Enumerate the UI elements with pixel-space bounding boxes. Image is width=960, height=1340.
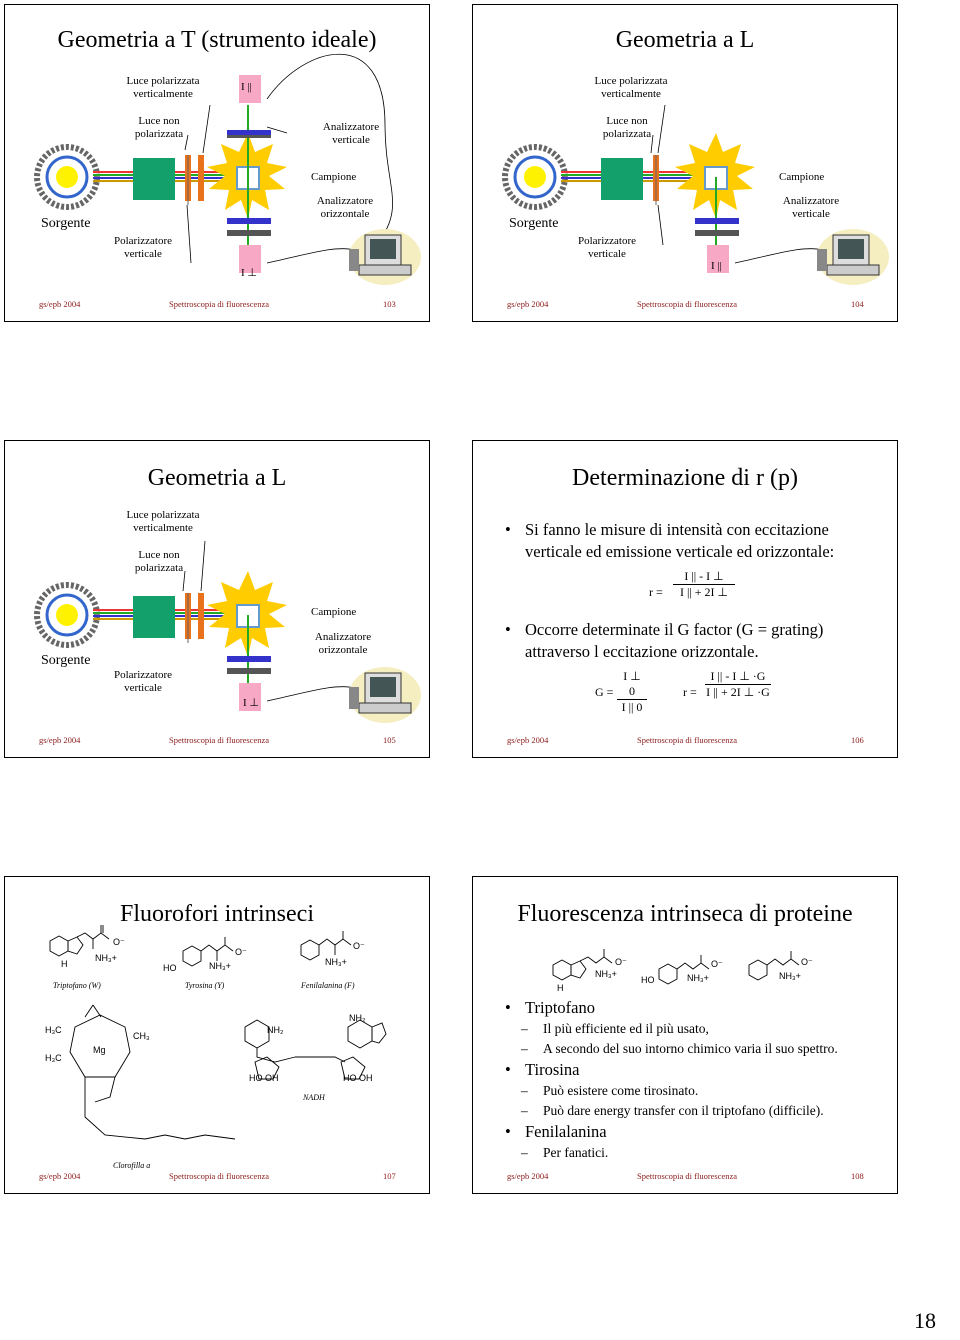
caption-tyrosina: Tyrosina (Y): [185, 981, 225, 990]
slide-footer: [5, 299, 429, 311]
footer-center: Spettroscopia di fluorescenza: [637, 299, 738, 309]
footer-number: 104: [851, 299, 864, 309]
label-campione: Campione: [311, 606, 357, 618]
label-analizzatore-orizzontale: Analizzatore orizzontale: [314, 631, 372, 656]
slide-title: Geometria a L: [615, 27, 755, 53]
label-analizzatore-verticale: Analizzatore verticale: [322, 121, 380, 146]
slide-107: Fluorofori intrinseci NH₃+ H O⁻ HO NH₃+ O⁻ NH₃+ O⁻ H₃C H₃C Mg CH₃ NH₂ NH₂ HO OH HO OH Triptofano (W) Tyrosina (Y) Fenilalanina (F) Clorofilla a NADH gs/epb 2004 Spettroscopia di fluorescenza 107: [4, 876, 430, 1194]
label-polarizzatore: Polarizzatore verticale: [113, 235, 173, 260]
label-luce-non-polarizzata: Luce non polarizzata: [134, 115, 184, 140]
r-numerator: I || - I ⊥: [673, 569, 735, 585]
slide-title: Geometria a T (strumento ideale): [57, 27, 377, 53]
slide-108: Fluorescenza intrinseca di proteine NH₃+ H O⁻ HO NH₃+ O⁻ NH₃+ O⁻ • Triptofano – Il più efficiente ed il più usato, – A secondo del suo intorno chimico varia il suo spettro. • Tirosina – Può esistere come tirosinato. – Può dare energy transfer con il triptofano (difficile). • Fenilalanina – Per fanatici. gs/epb 2004 Spettroscopia di fluorescenza 108: [472, 876, 898, 1194]
footer-left: gs/epb 2004: [507, 299, 549, 309]
footer-number: 106: [851, 735, 864, 745]
label-luce-non-polarizzata: Luce non polarizzata: [134, 549, 184, 574]
r2-fraction: [705, 669, 771, 700]
label-analizzatore-verticale: Analizzatore verticale: [782, 195, 840, 220]
footer-number: 108: [851, 1171, 864, 1181]
footer-number: 105: [383, 735, 396, 745]
bullet-misure: • Si fanno le misure di intensità con eccitazione verticale ed emissione verticale ed orizzontale:: [503, 519, 865, 563]
slide-103: [4, 4, 430, 322]
footer-center: Spettroscopia di fluorescenza: [169, 735, 270, 745]
footer-left: gs/epb 2004: [507, 735, 549, 745]
r2-denominator: I || + 2I ⊥ ·G: [706, 685, 770, 699]
r-fraction: [673, 569, 735, 600]
computer-icon: [349, 229, 421, 285]
polarizer-box: [133, 158, 175, 200]
r2-numerator: I || - I ⊥ ·G: [705, 669, 771, 685]
footer-left: gs/epb 2004: [39, 1171, 81, 1181]
label-luce-non-polarizzata: Luce non polarizzata: [602, 115, 652, 140]
molecule-structures: [5, 877, 430, 1194]
footer-left: gs/epb 2004: [507, 1171, 549, 1181]
caption-triptofano: Triptofano (W): [53, 981, 101, 990]
caption-nadh: NADH: [303, 1093, 325, 1102]
label-campione: Campione: [779, 171, 825, 183]
slide-footer: [473, 1171, 897, 1183]
g-label: G =: [595, 685, 614, 699]
bullet-triptofano: • Triptofano: [503, 997, 877, 1019]
label-i-parallel: I ||: [241, 81, 252, 93]
label-sorgente: Sorgente: [41, 216, 91, 231]
slide-106: [472, 440, 898, 758]
label-analizzatore-orizzontale: Analizzatore orizzontale: [316, 195, 374, 220]
bullet-tirosina: • Tirosina: [503, 1059, 877, 1081]
footer-center: Spettroscopia di fluorescenza: [169, 1171, 270, 1181]
slide-footer: [5, 735, 429, 747]
slide-105: [4, 440, 430, 758]
footer-left: gs/epb 2004: [39, 299, 81, 309]
caption-fenilalanina: Fenilalanina (F): [301, 981, 355, 990]
label-i-perp: I ⊥: [243, 697, 259, 709]
label-i-parallel: I ||: [711, 260, 722, 272]
l-geometry-diagram: [473, 5, 898, 322]
footer-center: Spettroscopia di fluorescenza: [637, 1171, 738, 1181]
slide-title: Determinazione di r (p): [572, 465, 798, 491]
g-numerator: I ⊥ 0: [617, 669, 647, 700]
slide-104: [472, 4, 898, 322]
r-label: r =: [649, 585, 663, 599]
tyr-ring: [183, 946, 201, 966]
g-fraction: [617, 669, 647, 715]
t-geometry-diagram: [5, 5, 430, 322]
phe-ring: [301, 940, 319, 960]
footer-left: gs/epb 2004: [39, 735, 81, 745]
sub-item: – Per fanatici.: [503, 1143, 877, 1163]
sub-item: – A secondo del suo intorno chimico varia il suo spettro.: [503, 1039, 877, 1059]
footer-number: 103: [383, 299, 396, 309]
slide-footer: [473, 299, 897, 311]
sorgente-icon: [505, 147, 565, 207]
sub-item: – Può esistere come tirosinato.: [503, 1081, 877, 1101]
label-polarizzatore: Polarizzatore verticale: [113, 669, 173, 694]
bullet-g-factor: • Occorre determinate il G factor (G = grating) attraverso l eccitazione orizzontale.: [503, 619, 885, 663]
label-sorgente: Sorgente: [41, 653, 91, 668]
label-i-perp: I ⊥: [241, 267, 257, 279]
sub-item: – Può dare energy transfer con il triptofano (difficile).: [503, 1101, 877, 1121]
label-luce-polarizzata: Luce polarizzata verticalmente: [594, 75, 668, 100]
r-denominator: I || + 2I ⊥: [679, 585, 729, 599]
slide-title: Geometria a L: [147, 465, 287, 491]
slide-title: Fluorescenza intrinseca di proteine: [517, 901, 853, 927]
page-number: 18: [914, 1308, 936, 1333]
footer-center: Spettroscopia di fluorescenza: [169, 299, 270, 309]
caption-clorofilla: Clorofilla a: [113, 1161, 151, 1170]
sorgente-icon: [37, 585, 97, 645]
label-campione: Campione: [311, 171, 357, 183]
sorgente-icon: [37, 147, 97, 207]
bullet-fenilalanina: • Fenilalanina: [503, 1121, 877, 1143]
computer-icon: [817, 229, 889, 285]
label-sorgente: Sorgente: [509, 216, 559, 231]
protein-fluorescence-list: [503, 997, 877, 1163]
trp-ring: [50, 936, 68, 956]
nadh-ring: [245, 1020, 269, 1048]
r2-label: r =: [683, 685, 697, 699]
label-luce-polarizzata: Luce polarizzata verticalmente: [126, 509, 200, 534]
sub-item: – Il più efficiente ed il più usato,: [503, 1019, 877, 1039]
footer-number: 107: [383, 1171, 396, 1181]
label-polarizzatore: Polarizzatore verticale: [577, 235, 637, 260]
computer-icon: [349, 667, 421, 723]
label-luce-polarizzata: Luce polarizzata verticalmente: [126, 75, 200, 100]
slide-footer: [473, 735, 897, 747]
l-geometry-diagram: [5, 441, 430, 758]
slide-title: Fluorofori intrinseci: [120, 901, 314, 927]
g-denominator: I || 0: [621, 700, 643, 714]
footer-center: Spettroscopia di fluorescenza: [637, 735, 738, 745]
slide-footer: [5, 1171, 429, 1183]
